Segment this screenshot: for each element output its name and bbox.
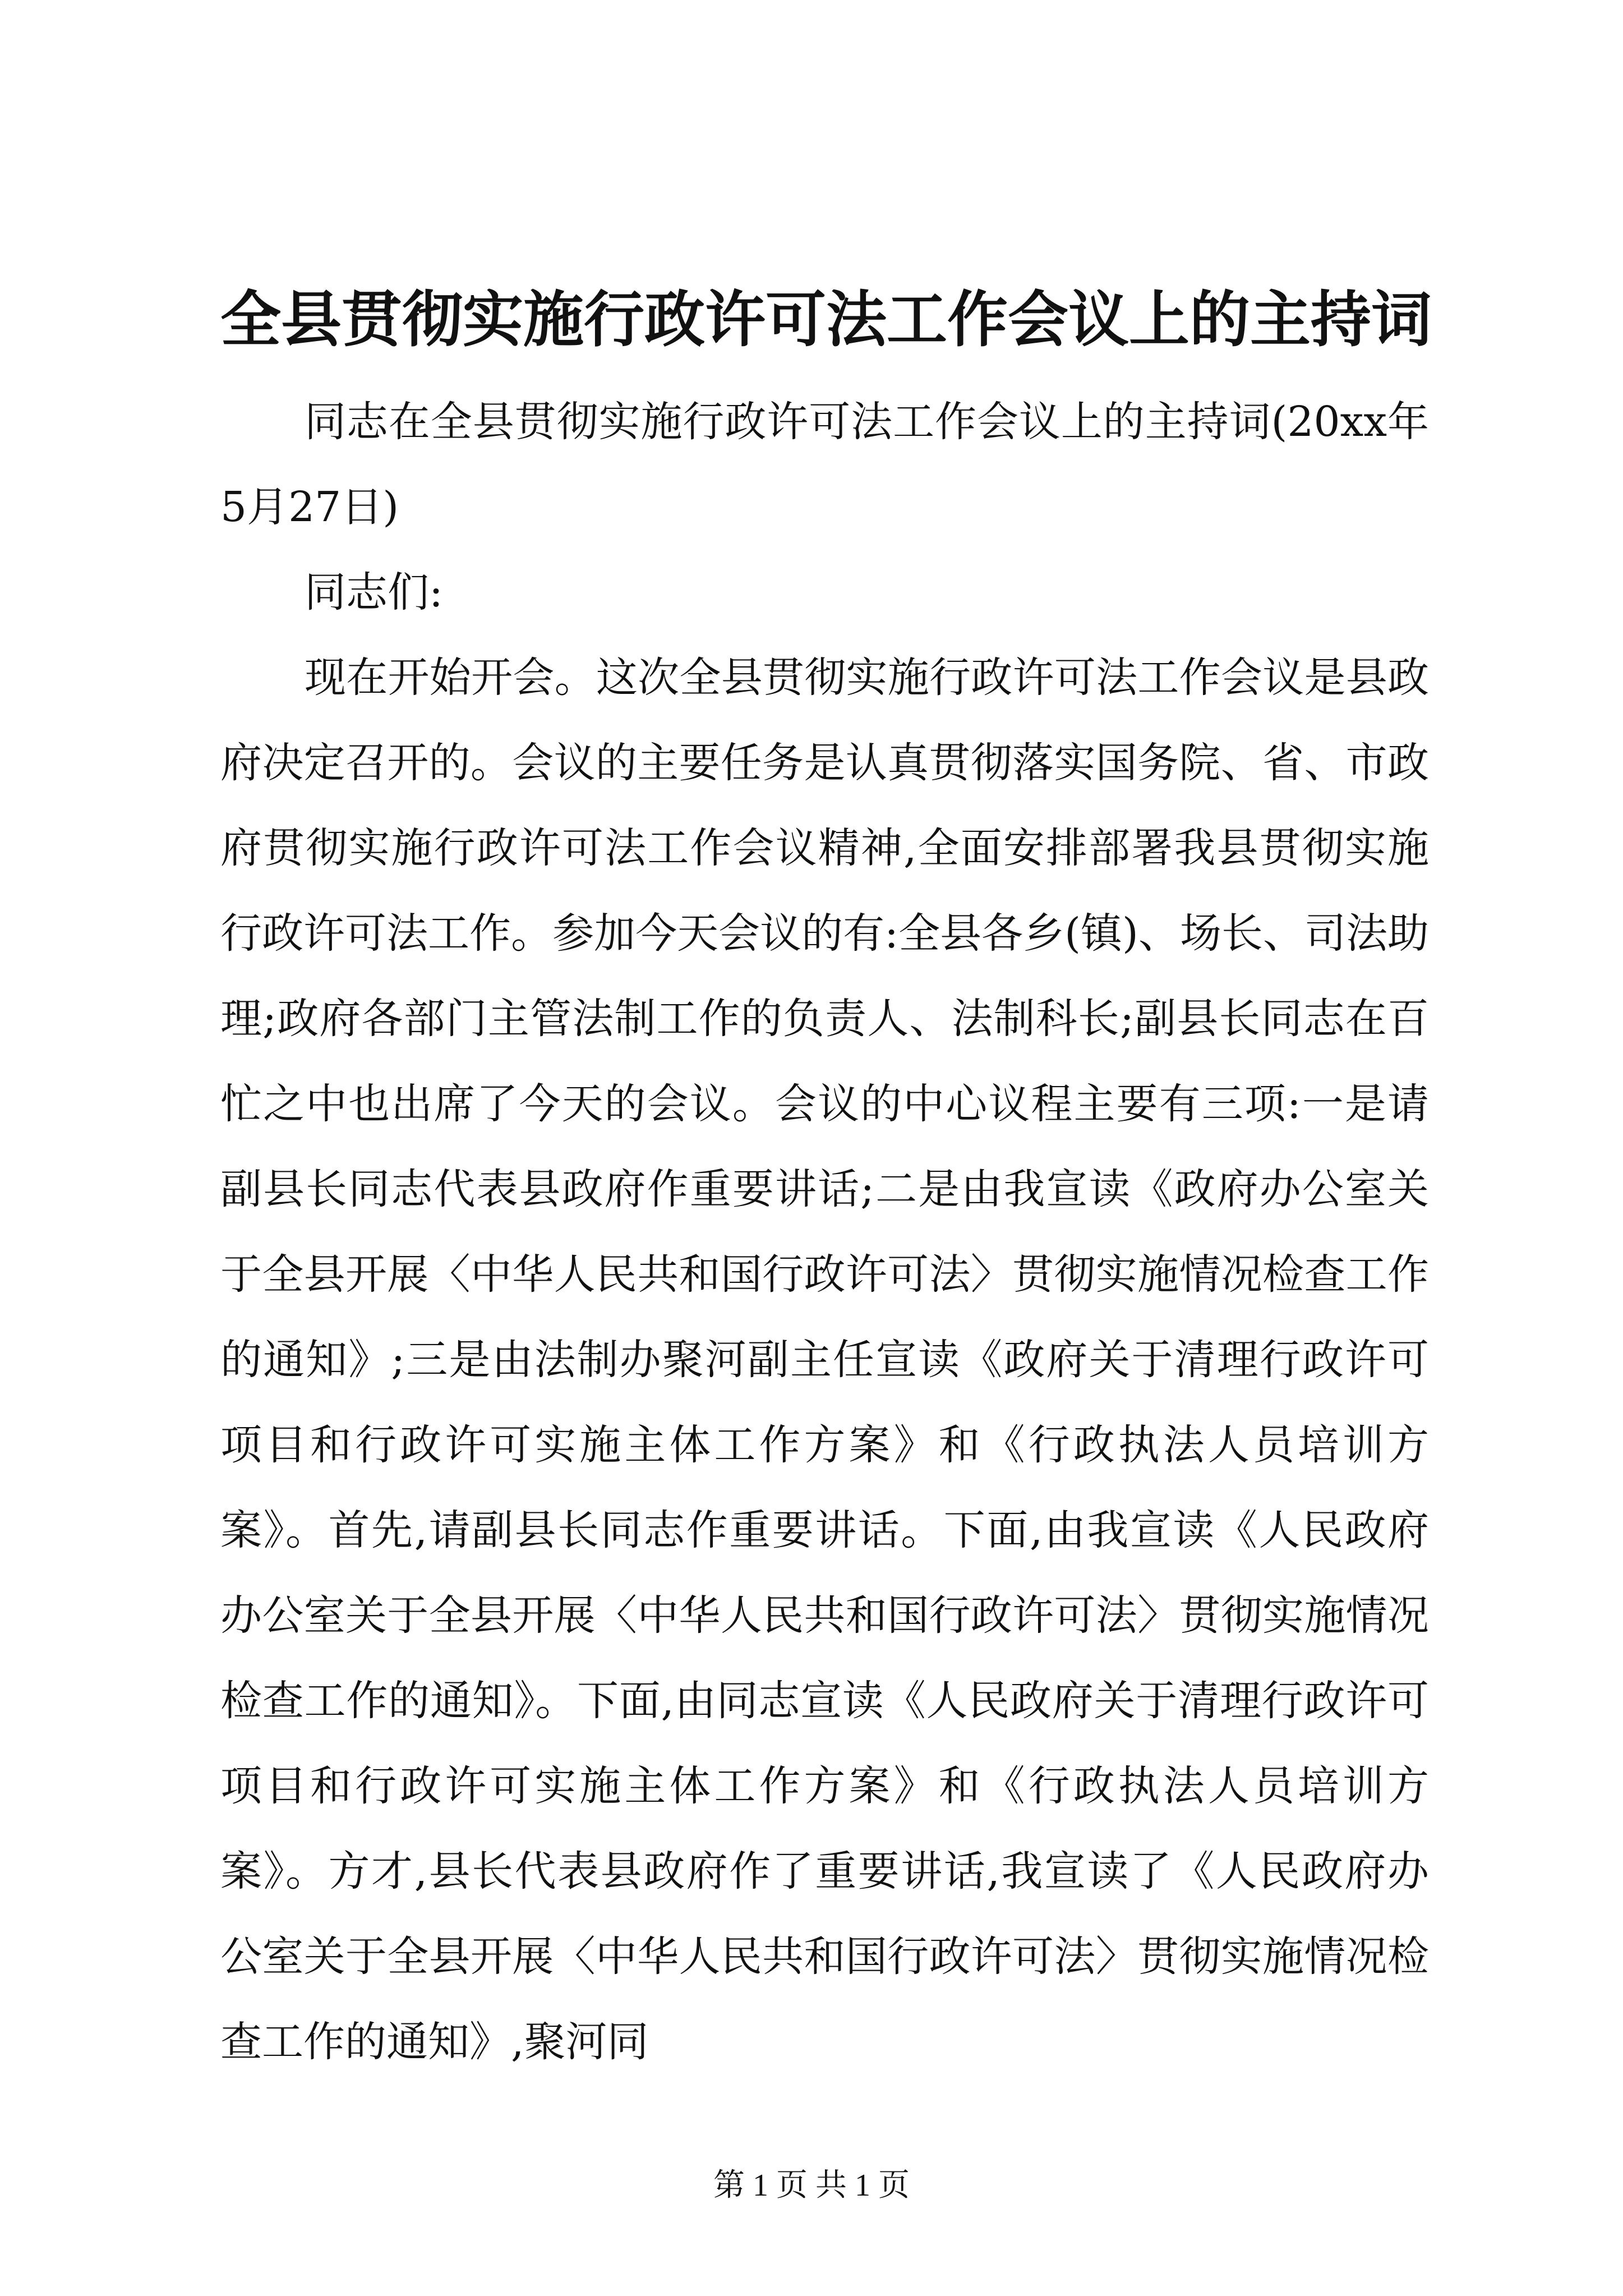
paragraph-salutation: 同志们: [305,568,443,616]
document-body [220,379,1429,2085]
document-title: 全县贯彻实施行政许可法工作会议上的主持词 [220,284,1432,355]
page-footer: 第 1 页 共 1 页 [713,2168,910,2203]
paragraph-subtitle: 同志在全县贯彻实施行政许可法工作会议上的主持词(20xx年5月27日) [220,398,1429,531]
paragraph-main: 现在开始开会。这次全县贯彻实施行政许可法工作会议是县政府决定召开的。会议的主要任务是认真贯彻落实国务院、省、市政府贯彻实施行政许可法工作会议精神,全面安排部署我县贯彻实施行政许可法工作。参加今天会议的有:全县各乡(镇)、场长、司法助理;政府各部门主管法制工作的负责人、法制科长;副县长同志在百忙之中也出席了今天的会议。会议的中心议程主要有三项:一是请副县长同志代表县政府作重要讲话;二是由我宣读《政府办公室关于全县开展〈中华人民共和国行政许可法〉贯彻实施情况检查工作的通知》;三是由法制办聚河副主任宣读《政府关于清理行政许可项目和行政许可实施主体工作方案》和《行政执法人员培训方案》。首先,请副县长同志作重要讲话。下面,由我宣读《人民政府办公室关于全县开展〈中华人民共和国行政许可法〉贯彻实施情况检查工作的通知》。下面,由同志宣读《人民政府关于清理行政许可项目和行政许可实施主体工作方案》和《行政执法人员培训方案》。方才,县长代表县政府作了重要讲话,我宣读了《人民政府办公室关于全县开展〈中华人民共和国行政许可法〉贯彻实施情况检查工作的通知》,聚河同 [220,654,1429,2066]
